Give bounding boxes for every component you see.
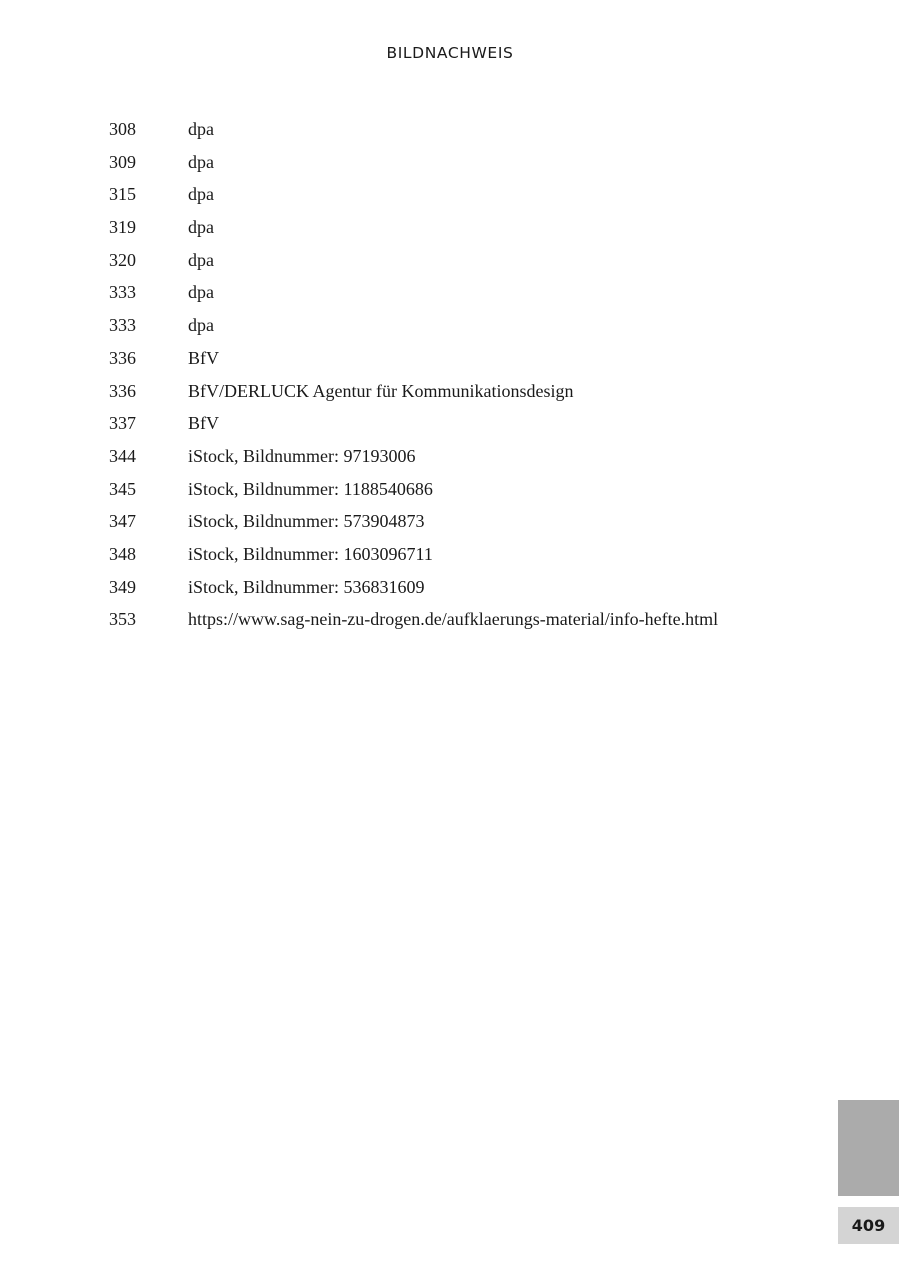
credit-page-number: 319 xyxy=(109,217,136,238)
credit-source: BfV/DERLUCK Agentur für Kommunikationsdesign xyxy=(188,380,574,401)
page-number: 409 xyxy=(838,1207,899,1244)
credit-page-number: 353 xyxy=(109,609,136,630)
credit-page-number: 336 xyxy=(109,347,136,368)
credit-row xyxy=(109,507,829,540)
credit-page-number: 345 xyxy=(109,478,136,499)
credit-page-number: 315 xyxy=(109,184,136,205)
credit-page-number: 308 xyxy=(109,119,136,139)
credit-source-url: https://www.sag-nein-zu-drogen.de/aufklaerungs-material/info-hefte.html xyxy=(188,609,719,630)
credit-row xyxy=(109,115,829,148)
chapter-thumb-tab xyxy=(838,1100,899,1196)
credit-page-number: 348 xyxy=(109,543,136,564)
credit-page-number: 344 xyxy=(109,445,136,466)
credit-row xyxy=(109,344,829,377)
credit-source: BfV xyxy=(188,413,219,434)
credit-row xyxy=(109,409,829,442)
credit-row xyxy=(109,573,829,606)
credit-page-number: 337 xyxy=(109,413,136,434)
credit-row xyxy=(109,278,829,311)
credit-row xyxy=(109,442,829,475)
credit-source: dpa xyxy=(188,184,214,205)
credit-page-number: 349 xyxy=(109,576,136,597)
credit-row xyxy=(109,213,829,246)
credit-row xyxy=(109,377,829,410)
credit-source: BfV xyxy=(188,347,219,368)
credit-row xyxy=(109,148,829,181)
credit-source: iStock, Bildnummer: 536831609 xyxy=(188,576,425,597)
credit-row xyxy=(109,540,829,573)
credit-source: dpa xyxy=(188,249,214,270)
credit-page-number: 333 xyxy=(109,315,136,336)
credit-source: dpa xyxy=(188,282,214,303)
credit-source: iStock, Bildnummer: 1188540686 xyxy=(188,478,433,499)
credit-page-number: 333 xyxy=(109,282,136,303)
credit-page-number: 347 xyxy=(109,511,136,532)
credit-row xyxy=(109,246,829,279)
credit-source: dpa xyxy=(188,315,214,336)
running-head: BILDNACHWEIS xyxy=(386,44,514,62)
credit-source: iStock, Bildnummer: 97193006 xyxy=(188,445,416,466)
credits-list xyxy=(109,115,829,638)
credit-source: iStock, Bildnummer: 573904873 xyxy=(188,511,425,532)
credit-row xyxy=(109,311,829,344)
credit-source: iStock, Bildnummer: 1603096711 xyxy=(188,543,433,564)
credit-row xyxy=(109,475,829,508)
credit-row xyxy=(109,180,829,213)
credit-page-number: 309 xyxy=(109,151,136,172)
credit-source: dpa xyxy=(188,119,214,139)
credit-source: dpa xyxy=(188,217,214,238)
credit-row xyxy=(109,605,829,638)
credit-page-number: 320 xyxy=(109,249,136,270)
credit-page-number: 336 xyxy=(109,380,136,401)
credit-source: dpa xyxy=(188,151,214,172)
